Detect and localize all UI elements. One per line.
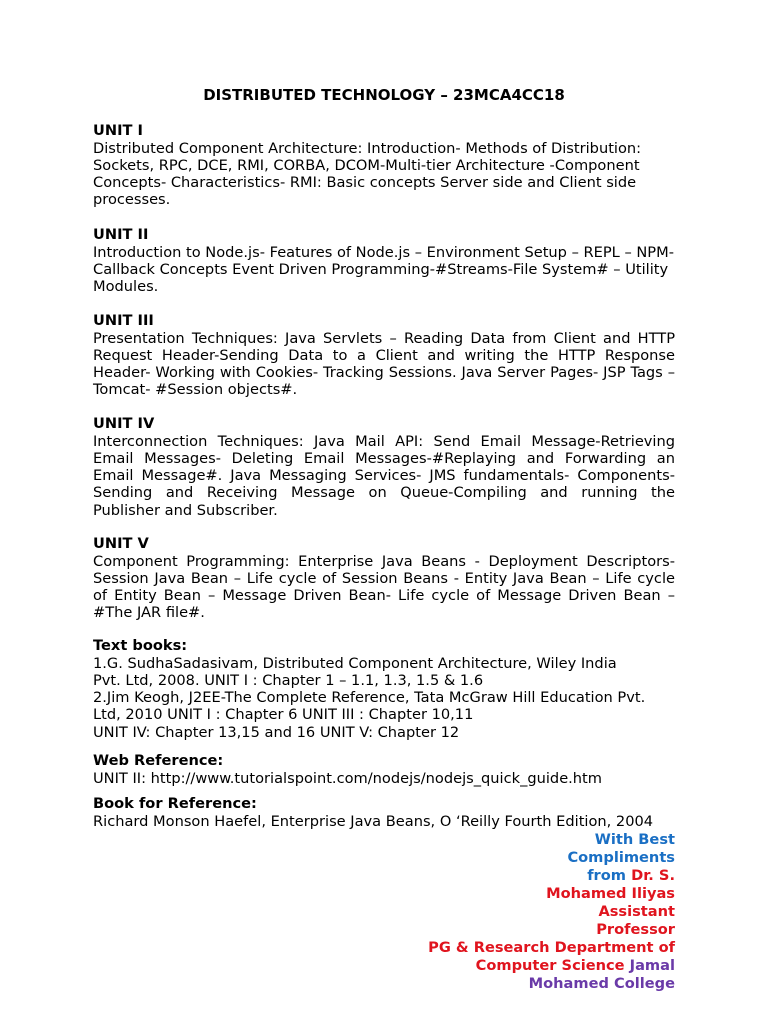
unit-heading: UNIT V [93,535,149,552]
web-reference-link[interactable]: UNIT II: http://www.tutorialspoint.com/nodejs/nodejs_quick_guide.htm [93,769,602,787]
unit-heading: UNIT IV [93,415,155,432]
textbook-line: 2.Jim Keogh, J2EE-The Complete Reference, Tata McGraw Hill Education Pvt. [93,689,646,707]
unit-5-section [93,535,675,622]
college-name: Mohamed College [528,975,675,992]
textbook-line: Ltd, 2010 UNIT I : Chapter 6 UNIT III : Chapter 10,11 [93,706,474,724]
web-reference-heading: Web Reference: [93,752,224,769]
author-name: Mohamed Iliyas [546,885,675,902]
unit-2-section [93,226,675,295]
compliments-line: Compliments [567,849,675,866]
department-name-part: Computer Science [475,957,625,974]
book-reference-heading: Book for Reference: [93,795,257,812]
unit-4-section [93,415,675,519]
compliments-line [355,957,675,975]
textbooks-heading: Text books: [93,637,188,654]
textbook-line: UNIT IV: Chapter 13,15 and 16 UNIT V: Chapter 12 [93,723,460,741]
book-reference-text: Richard Monson Haefel, Enterprise Java Beans, O ‘Reilly Fourth Edition, 2004 [93,812,654,830]
textbook-line: 1.G. SudhaSadasivam, Distributed Component Architecture, Wiley India [93,654,617,672]
compliments-block [355,831,675,993]
unit-3-section [93,312,675,399]
textbooks-section [93,637,675,741]
unit-heading: UNIT I [93,122,143,139]
web-reference-section [93,752,675,787]
unit-description: Distributed Component Architecture: Introduction- Methods of Distribution: Sockets, RPC, DCE, RMI, CORBA, DCOM-Multi-tier Architecture -Component Concepts- Characteristics- RMI: Basic concepts Server side and Client side processes. [93,139,642,209]
unit-description: Presentation Techniques: Java Servlets – Reading Data from Client and HTTP Request Header-Sending Data to a Client and writing the HTTP Response Header- Working with Cookies- Tracking Sessions. Java Server Pages- JSP Tags – Tomcat- #Session objects#. [93,329,675,399]
author-title: Professor [596,921,675,938]
page-title: DISTRIBUTED TECHNOLOGY – 23MCA4CC18 [203,86,565,104]
unit-description: Component Programming: Enterprise Java Beans - Deployment Descriptors-Session Java Bean – Life cycle of Session Beans - Entity Java Bean – Life cycle of Entity Bean – Message Driven Bean- Life cycle of Message Driven Bean –#The JAR file#. [93,552,675,622]
unit-heading: UNIT III [93,312,154,329]
unit-heading: UNIT II [93,226,149,243]
compliments-line [355,867,675,885]
unit-1-section [93,122,675,209]
book-reference-section [93,795,675,830]
author-name-part: Dr. S. [631,867,675,884]
compliments-from: from [587,867,626,884]
unit-description: Interconnection Techniques: Java Mail API: Send Email Message-Retrieving Email Messages- Deleting Email Messages-#Replaying and Forwarding an Email Message#. Java Messaging Services- JMS fundamentals- Components-Sending and Receiving Message on Queue-Compiling and running the Publisher and Subscriber. [93,432,675,519]
author-title: Assistant [598,903,675,920]
compliments-line: With Best [594,831,675,848]
unit-description: Introduction to Node.js- Features of Node.js – Environment Setup – REPL – NPM- Callback Concepts Event Driven Programming-#Streams-File System# – Utility Modules. [93,243,674,296]
textbook-line: Pvt. Ltd, 2008. UNIT I : Chapter 1 – 1.1, 1.3, 1.5 & 1.6 [93,671,484,689]
college-name-part: Jamal [629,957,675,974]
department-name: PG & Research Department of [428,939,675,956]
